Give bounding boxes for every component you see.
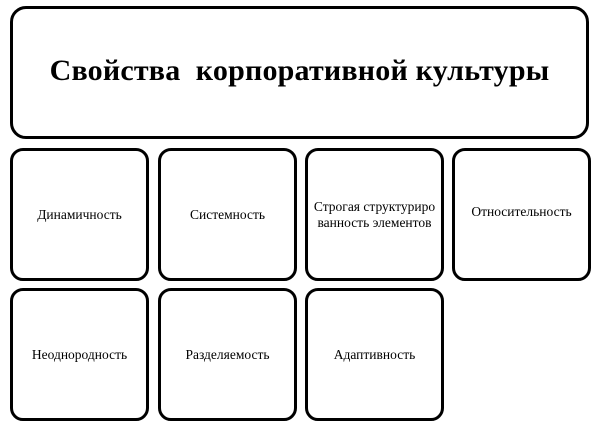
property-label: Строгая структурированность элементов <box>313 198 436 230</box>
property-label: Разделяемость <box>185 346 270 362</box>
property-label: Относительность <box>471 203 572 219</box>
property-card-heterogeneity <box>10 288 149 421</box>
property-label: Системность <box>189 206 265 222</box>
diagram-title: Свойства корпоративной культуры <box>49 53 550 87</box>
diagram-title-box <box>10 6 589 139</box>
property-card-dynamism <box>10 148 149 281</box>
property-card-systemicity <box>158 148 297 281</box>
property-label: Адаптивность <box>333 346 416 362</box>
property-label: Динамичность <box>37 206 122 222</box>
property-card-adaptability <box>305 288 444 421</box>
property-card-relativity <box>452 148 591 281</box>
property-card-strict-structure <box>305 148 444 281</box>
property-label: Неоднородность <box>31 346 128 362</box>
property-card-shareability <box>158 288 297 421</box>
